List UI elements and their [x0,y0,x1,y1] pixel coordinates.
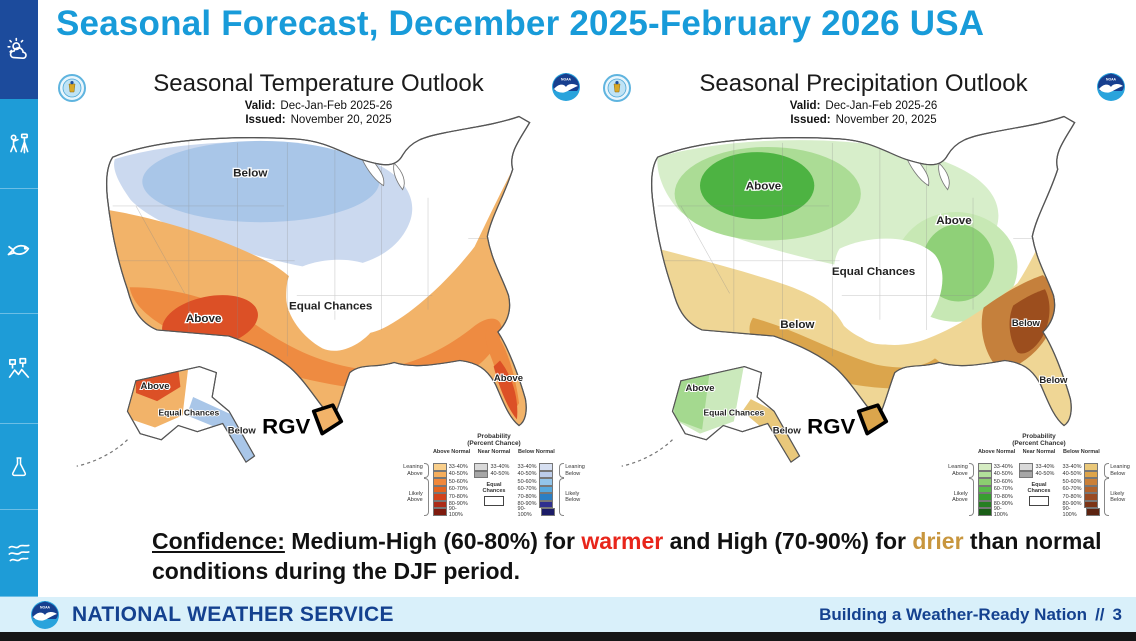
legend-percent: 33-40% [490,463,510,470]
legend-grid [399,449,589,516]
valid-value: Dec-Jan-Feb 2025-26 [280,100,393,112]
legend-bracket-label: Likely Above [407,490,423,503]
legend-percent: 70-80% [517,493,537,500]
svg-text:NOAA: NOAA [561,77,571,82]
precip-valid-issued [591,99,1136,128]
legend-row [433,505,471,518]
legend-row [518,486,556,494]
legend-equal-chances-label: Equal Chances [1027,482,1051,495]
legend-row [1063,463,1101,471]
legend-percent: 50-60% [517,478,537,485]
legend-row [433,493,471,501]
sidebar [0,0,38,597]
sun-cloud-icon [6,37,32,63]
legend-swatch [474,463,488,471]
legend-swatch [1019,471,1033,479]
sidebar-item-fisheries[interactable] [0,189,38,314]
legend-left-labels [399,463,429,516]
legend-bracket-label: Likely Above [952,490,968,503]
legend-row [1019,471,1058,479]
bracket-shape [424,478,429,516]
confidence-seg3: than normal conditions during the DJF period. [152,528,1102,584]
legend-bracket [944,478,974,516]
legend-swatch [541,508,555,516]
legend-row [1019,463,1058,471]
legend-row [1063,486,1101,494]
legend-swatch [978,493,992,501]
legend-swatch [433,493,447,501]
legend-swatch [433,478,447,486]
legend-swatch [433,471,447,479]
valid-value: Dec-Jan-Feb 2025-26 [825,100,938,112]
legend-percent: 70-80% [448,493,468,500]
temp-label-ak-west: Above [140,381,170,391]
sidebar-item-weather[interactable] [0,0,38,99]
legend-subtitle: (Percent Chance) [1012,439,1066,447]
legend-percent: 40-50% [1062,471,1082,478]
sidebar-item-observations[interactable] [0,314,38,424]
precip-label-ak-west: Above [685,383,715,393]
legend-row [518,463,556,471]
legend-row [518,493,556,501]
legend-row [433,463,471,471]
legend-bracket [1104,478,1134,516]
legend-percent: 90-100% [517,505,532,518]
bracket-shape [1104,478,1109,516]
issued-label: Issued: [790,114,831,127]
legend-swatch [1084,478,1098,486]
legend-percent: 80-90% [1062,501,1082,508]
observation-stations-icon [6,356,32,382]
legend-percent: 90-100% [993,505,1008,518]
temp-label-ak-central: Equal Chances [158,407,220,418]
legend-percent: 40-50% [490,471,510,478]
legend-row [1063,471,1101,479]
sidebar-item-field-work[interactable] [0,99,38,189]
temp-label-central: Equal Chances [288,300,373,313]
temperature-probability-legend [399,433,589,516]
bracket-shape [559,478,564,516]
precip-label-ak-central: Equal Chances [703,407,765,418]
legend-right-labels [1104,463,1134,516]
legend-row [433,471,471,479]
legend-bracket-label: Likely Below [1110,490,1126,503]
legend-percent: 80-90% [517,501,537,508]
legend-percent: 40-50% [993,471,1013,478]
legend-above-column [978,449,1016,516]
legend-row [433,478,471,486]
noaa-logo-icon [551,72,581,107]
legend-row [433,486,471,494]
legend-bracket-label: Leaning Below [1110,464,1130,477]
legend-percent: 70-80% [993,493,1013,500]
precipitation-probability-legend [944,433,1134,516]
legend-near-header: Near Normal [477,449,511,455]
legend-swatch [539,501,553,509]
legend-swatch [539,478,553,486]
legend-below-header: Below Normal [518,449,555,455]
legend-row [1063,478,1101,486]
temp-label-north: Below [233,167,268,180]
bracket-shape [1104,463,1109,478]
legend-row [1063,493,1101,501]
legend-above-header: Above Normal [432,449,471,455]
legend-row [517,505,556,518]
legend-percent: 80-90% [448,501,468,508]
confidence-label: Confidence: [152,528,285,554]
legend-near-column [1019,449,1058,516]
legend-title: Probability [477,432,511,440]
precip-label-southeast: Below [1011,318,1040,328]
legend-subtitle: (Percent Chance) [467,439,521,447]
legend-percent: 70-80% [1062,493,1082,500]
legend-equal-chances-box [1029,496,1049,506]
valid-label: Valid: [244,100,276,112]
footer-page-number: 3 [1112,604,1122,624]
precip-map-title: Seasonal Precipitation Outlook [699,70,1028,97]
flask-icon [7,455,31,479]
sidebar-item-streams[interactable] [0,510,38,597]
legend-percent: 90-100% [448,505,463,518]
legend-percent: 40-50% [448,471,468,478]
confidence-drier: drier [912,528,964,554]
precip-label-south: Below [780,319,815,331]
legend-bracket [559,463,589,478]
surveyor-icon [6,131,32,157]
temperature-map-title: Seasonal Temperature Outlook [153,70,484,97]
legend-swatch [539,486,553,494]
legend-percent: 60-70% [448,486,468,493]
legend-below-header: Below Normal [1063,449,1100,455]
legend-row [978,463,1016,471]
legend-percent: 33-40% [517,463,537,470]
footer-tagline [819,605,1122,625]
legend-bracket [944,463,974,478]
legend-swatch [433,463,447,471]
confidence-warmer: warmer [581,528,664,554]
legend-percent: 50-60% [1062,478,1082,485]
legend-row [978,486,1016,494]
legend-percent: 33-40% [993,463,1013,470]
legend-above-column [433,449,471,516]
legend-left-labels [944,463,974,516]
legend-swatch [978,508,992,516]
legend-row [474,463,513,471]
temperature-valid-issued [46,99,591,128]
legend-percent: 33-40% [1062,463,1082,470]
legend-row [978,493,1016,501]
legend-percent: 90-100% [1062,505,1077,518]
legend-bracket [399,463,429,478]
legend-grid [944,449,1134,516]
legend-right-labels [559,463,589,516]
svg-text:NOAA: NOAA [40,605,50,610]
legend-bracket [559,478,589,516]
legend-swatch [978,501,992,509]
legend-percent: 40-50% [517,471,537,478]
legend-swatch [474,471,488,479]
legend-near-header: Near Normal [1022,449,1056,455]
streams-icon [6,540,32,566]
legend-swatch [1084,493,1098,501]
legend-swatch [539,471,553,479]
legend-percent: 60-70% [1062,486,1082,493]
legend-swatch [433,501,447,509]
precip-label-north: Above [745,180,782,193]
legend-swatch [978,478,992,486]
temp-label-ak-panhandle: Below [227,425,256,436]
precip-label-ohio: Above [936,215,972,228]
legend-percent: 33-40% [448,463,468,470]
legend-equal-chances-box [484,496,504,506]
legend-bracket-label: Leaning Above [948,464,968,477]
sidebar-item-research[interactable] [0,424,38,509]
legend-swatch [539,463,553,471]
legend-swatch [1084,463,1098,471]
temp-label-southwest: Above [185,313,222,325]
legend-title: Probability [1022,432,1056,440]
legend-percent: 80-90% [993,501,1013,508]
temperature-panel [46,70,591,518]
legend-row [518,478,556,486]
bracket-shape [559,463,564,478]
legend-swatch [433,486,447,494]
legend-row [978,505,1016,518]
legend-bracket-label: Leaning Above [403,464,423,477]
footer-divider: // [1095,604,1105,624]
noaa-logo-icon [30,600,60,630]
confidence-seg1: Medium-High (60-80%) for [284,528,582,554]
legend-percent: 60-70% [993,486,1013,493]
legend-row [978,478,1016,486]
valid-label: Valid: [789,100,821,112]
legend-row [518,471,556,479]
legend-bracket [1104,463,1134,478]
issued-label: Issued: [245,114,286,127]
maps-row [46,70,1136,518]
footer-agency: NATIONAL WEATHER SERVICE [72,602,394,626]
precip-rgv-label: RGV [807,414,856,439]
legend-bracket-label: Likely Below [565,490,581,503]
legend-percent: 33-40% [1035,463,1055,470]
precip-label-central: Equal Chances [831,266,916,279]
page-title: Seasonal Forecast, December 2025-February 2026 USA [56,4,985,43]
legend-swatch [1084,501,1098,509]
legend-bracket-label: Leaning Below [565,464,585,477]
legend-above-header: Above Normal [977,449,1016,455]
confidence-seg2: and High (70-90%) for [663,528,913,554]
legend-equal-chances-label: Equal Chances [482,482,506,495]
footer [0,597,1136,632]
legend-percent: 50-60% [993,478,1013,485]
legend-row [1062,505,1101,518]
legend-swatch [433,508,447,516]
legend-swatch [978,463,992,471]
legend-below-column [1063,449,1101,516]
precipitation-panel [591,70,1136,518]
legend-swatch [1084,486,1098,494]
legend-percent: 40-50% [1035,471,1055,478]
bottom-bar [0,632,1136,641]
issued-value: November 20, 2025 [290,114,392,127]
legend-near-column [474,449,513,516]
legend-row [978,471,1016,479]
noaa-logo-icon [1096,72,1126,107]
precip-label-florida: Below [1039,374,1068,385]
bracket-shape [969,463,974,478]
confidence-statement [152,527,1102,587]
legend-bracket [399,478,429,516]
issued-value: November 20, 2025 [835,114,937,127]
legend-row [474,471,513,479]
legend-swatch [1086,508,1100,516]
legend-swatch [1084,471,1098,479]
legend-percent: 50-60% [448,478,468,485]
legend-swatch [978,486,992,494]
bracket-shape [969,478,974,516]
legend-below-column [518,449,556,516]
svg-text:NOAA: NOAA [1106,77,1116,82]
footer-tagline-text: Building a Weather-Ready Nation [819,604,1088,624]
temp-label-florida: Above [493,372,523,383]
precip-label-ak-panhandle: Below [772,425,801,436]
legend-swatch [539,493,553,501]
legend-percent: 60-70% [517,486,537,493]
bracket-shape [424,463,429,478]
legend-swatch [978,471,992,479]
fish-icon [5,237,33,265]
legend-swatch [1019,463,1033,471]
temp-rgv-label: RGV [262,414,311,439]
